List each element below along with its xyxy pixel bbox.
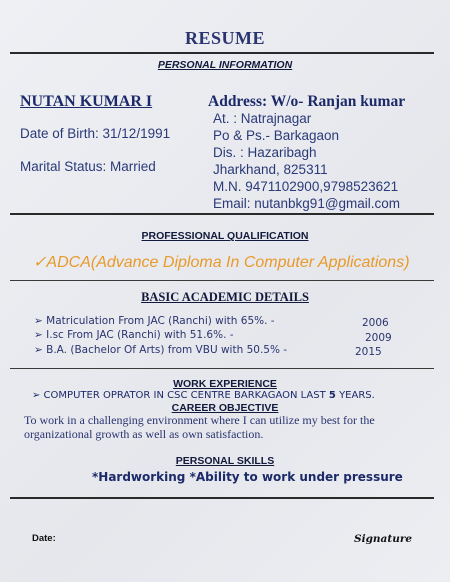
signature-label: Signature (354, 533, 413, 545)
skills-divider (10, 497, 434, 499)
career-objective: To work in a challenging environment where I can utilize my best for the organizational growth as well as own satisfaction. (24, 413, 375, 441)
academic-year: 2015 (355, 346, 382, 358)
address-line-4: Jharkhand, 825311 (213, 162, 328, 177)
resume-title: RESUME (184, 28, 265, 48)
work-experience-item (32, 390, 375, 401)
address-heading: Address: W/o- Ranjan kumar (208, 93, 406, 110)
mobile-number: M.N. 9471102900,9798523621 (213, 179, 399, 194)
work-years-count: 5 (328, 390, 336, 401)
professional-qualification: ✓ADCA(Advance Diploma In Computer Applications) (33, 254, 410, 271)
academic-item: ➢ B.A. (Bachelor Of Arts) from VBU with 50.5% - (34, 344, 288, 356)
address-line-1: At. : Natrajnagar (213, 111, 312, 126)
title-divider (10, 52, 434, 54)
section-academic-heading: BASIC ACADEMIC DETAILS (141, 290, 309, 304)
section-skills-heading: PERSONAL SKILLS (175, 455, 275, 467)
academic-year: 2009 (365, 332, 392, 344)
professional-divider (10, 280, 434, 281)
date-of-birth: Date of Birth: 31/12/1991 (20, 126, 171, 141)
academic-divider (10, 368, 434, 369)
work-years-label: YEARS. (339, 390, 375, 401)
marital-status: Marital Status: Married (20, 159, 156, 174)
personal-divider (10, 213, 434, 215)
date-label: Date: (32, 533, 56, 544)
academic-item: ➢ I.sc From JAC (Ranchi) with 51.6%. - (34, 329, 234, 341)
section-objective-heading: CAREER OBJECTIVE (171, 402, 279, 414)
email-address: Email: nutanbkg91@gmail.com (213, 196, 401, 211)
section-professional-heading: PROFESSIONAL QUALIFICATION (141, 230, 309, 242)
candidate-name: NUTAN KUMAR I (20, 93, 153, 110)
personal-skills: *Hardworking *Ability to work under pressure (92, 470, 403, 484)
work-experience-text: ➢ COMPUTER OPRATOR IN CSC CENTRE BARKAGAON LAST (32, 390, 326, 401)
section-personal-heading: PERSONAL INFORMATION (157, 59, 293, 71)
section-work-heading: WORK EXPERIENCE (173, 378, 277, 390)
address-line-2: Po & Ps.- Barkagaon (213, 128, 340, 143)
academic-item: ➢ Matriculation From JAC (Ranchi) with 65%. - (34, 315, 275, 327)
academic-year: 2006 (362, 317, 389, 329)
address-line-3: Dis. : Hazaribagh (213, 145, 317, 160)
